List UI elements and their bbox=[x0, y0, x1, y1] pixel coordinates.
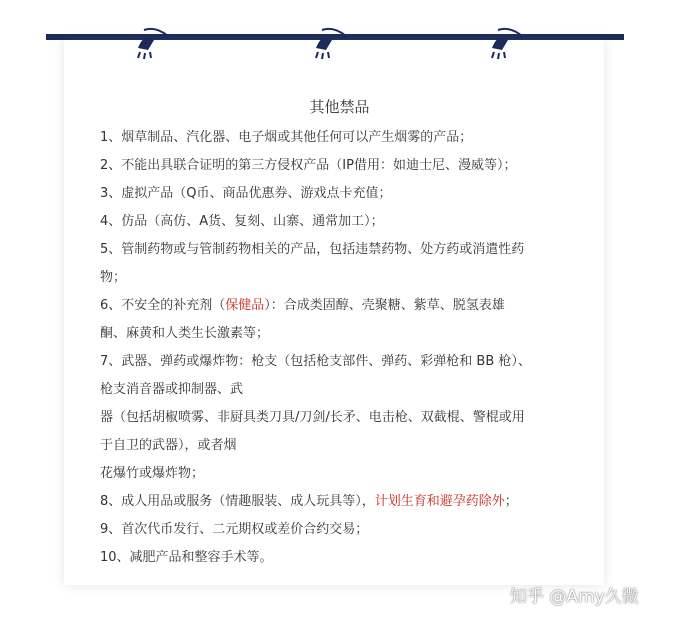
section-title: 其他禁品 bbox=[309, 98, 370, 116]
watermark: 知乎 @Amy久微 bbox=[510, 587, 639, 607]
item-text: 6、不安全的补充剂（ bbox=[100, 298, 226, 313]
list-item-continued: 器（包括胡椒喷雾、非厨具类刀具/刀剑/长矛、电击枪、双截棍、警棍或用 bbox=[100, 410, 525, 425]
lamp-icon bbox=[312, 26, 352, 60]
lamp-icon bbox=[134, 26, 174, 60]
list-item: 10、减肥产品和整容手术等。 bbox=[100, 550, 273, 565]
lamp-icon bbox=[488, 26, 528, 60]
list-item: 4、仿品（高仿、A货、复刻、山寨、通常加工）； bbox=[100, 214, 384, 229]
highlight-text: 保健品 bbox=[225, 298, 265, 313]
list-item-continued: 物； bbox=[100, 270, 127, 285]
list-item: 9、首次代币发行、二元期权或差价合约交易； bbox=[100, 522, 369, 537]
list-item: 2、不能出具联合证明的第三方侵权产品（IP借用：如迪士尼、漫威等）； bbox=[100, 158, 517, 173]
list-item bbox=[100, 488, 570, 516]
item-text: ）：合成类固醇、壳聚糖、紫草、脱氢表雄 bbox=[264, 298, 505, 313]
list-item-continued: 花爆竹或爆炸物； bbox=[100, 466, 205, 481]
item-text: 8、成人用品或服务（情趣服装、成人玩具等）， bbox=[100, 494, 375, 509]
list-item: 3、虚拟产品（Q币、商品优惠券、游戏点卡充值； bbox=[100, 186, 392, 201]
prohibited-items-list bbox=[100, 124, 570, 572]
highlight-text: 计划生育和避孕药除外 bbox=[374, 494, 505, 509]
list-item: 7、武器、弹药或爆炸物：枪支（包括枪支部件、弹药、彩弹枪和 BB 枪）、 bbox=[100, 354, 531, 369]
list-item-continued: 酮、麻黄和人类生长激素等； bbox=[100, 326, 270, 341]
item-text: ； bbox=[504, 494, 518, 509]
list-item: 5、管制药物或与管制药物相关的产品，包括违禁药物、处方药或消遣性药 bbox=[100, 242, 525, 257]
list-item-continued: 枪支消音器或抑制器、武 bbox=[100, 382, 244, 397]
list-item bbox=[100, 292, 570, 320]
list-item-continued: 于自卫的武器），或者烟 bbox=[100, 438, 237, 453]
list-item: 1、烟草制品、汽化器、电子烟或其他任何可以产生烟雾的产品； bbox=[100, 130, 473, 145]
